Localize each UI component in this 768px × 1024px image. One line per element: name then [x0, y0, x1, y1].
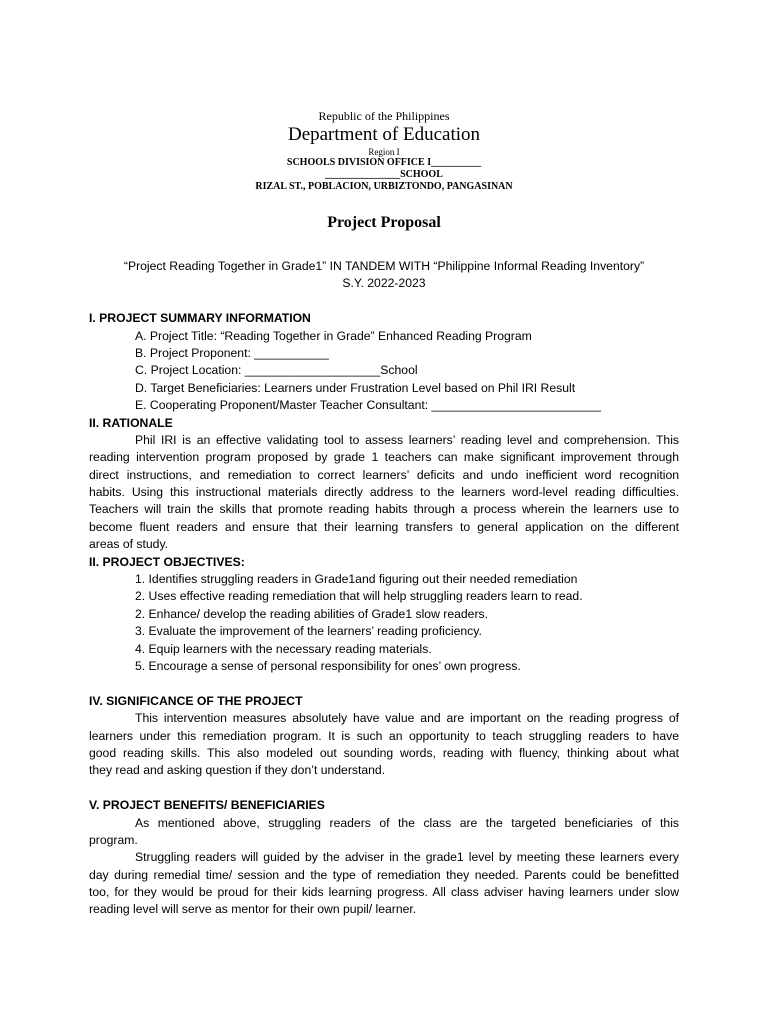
summary-item: A. Project Title: “Reading Together in Grade” Enhanced Reading Program: [135, 328, 532, 343]
benefits-heading: V. PROJECT BENEFITS/ BENEFICIARIES: [89, 798, 325, 813]
benefits-line: day during remedial time/ session and the type of remediation they needed. Parents could be benefitted: [89, 867, 679, 882]
document-body: [89, 258, 679, 919]
summary-item: C. Project Location: ____________________School: [135, 363, 418, 378]
rationale-heading: II. RATIONALE: [89, 415, 173, 430]
objective-item: 2. Uses effective reading remediation that will help struggling readers learn to read.: [135, 589, 583, 604]
significance-line: learners under this remediation program. It is such an opportunity to teach struggling readers to have: [89, 728, 679, 743]
republic-line: Republic of the Philippines: [318, 109, 450, 123]
significance-heading: IV. SIGNIFICANCE OF THE PROJECT: [89, 693, 303, 708]
project-subtitle: “Project Reading Together in Grade1” IN TANDEM WITH “Philippine Informal Reading Inventory”: [123, 259, 645, 273]
benefits-line: too, for they would be proud for their kids learning progress. All class adviser having learners under slow: [89, 885, 679, 900]
region-line: Region I: [368, 147, 400, 157]
significance-line: good reading skills. This also modeled out sounding words, reading with fluency, thinking about what: [89, 745, 679, 760]
benefits-line: Struggling readers will guided by the adviser in the grade1 level by meeting these learners every: [135, 850, 679, 865]
proposal-title: Project Proposal: [327, 214, 441, 231]
rationale-line: direct instructions, and remediation to correct learners’ deficits and undo inefficient word recognition: [89, 467, 679, 482]
significance-line: they read and asking question if they don’t understand.: [89, 763, 386, 778]
benefits-line: reading level will serve as mentor for their own pupil/ learner.: [89, 902, 417, 917]
objective-item: 2. Enhance/ develop the reading abilities of Grade1 slow readers.: [135, 606, 488, 621]
summary-item: D. Target Beneficiaries: Learners under Frustration Level based on Phil IRI Result: [135, 380, 576, 395]
summary-item: B. Project Proponent: ___________: [135, 345, 329, 360]
objective-item: 3. Evaluate the improvement of the learners’ reading proficiency.: [135, 624, 482, 639]
school-line: _______________SCHOOL: [325, 169, 443, 180]
address-line: RIZAL ST., POBLACION, URBIZTONDO, PANGASINAN: [255, 181, 513, 192]
department-title: Department of Education: [287, 124, 481, 145]
rationale-line: habits. Using this instructional materials directly address to the learners word-level reading difficulties.: [89, 485, 679, 500]
objective-item: 4. Equip learners with the necessary reading materials.: [135, 641, 432, 656]
rationale-line: Phil IRI is an effective validating tool to assess learners’ reading level and comprehension. This: [135, 432, 679, 447]
objective-item: 5. Encourage a sense of personal responsibility for ones’ own progress.: [135, 658, 521, 673]
rationale-line: areas of study.: [89, 537, 169, 552]
summary-heading: I. PROJECT SUMMARY INFORMATION: [89, 311, 311, 326]
benefits-line: program.: [89, 832, 138, 847]
rationale-line: Teachers will train the skills that promote reading habits through a process wherein the learners use to: [89, 502, 679, 517]
rationale-line: reading intervention program proposed by grade 1 teachers can make significant improvement through: [89, 450, 679, 465]
objectives-heading: II. PROJECT OBJECTIVES:: [89, 554, 245, 569]
division-line: SCHOOLS DIVISION OFFICE I__________: [286, 157, 482, 168]
benefits-line: As mentioned above, struggling readers of the class are the targeted beneficiaries of this: [135, 815, 679, 830]
summary-item: E. Cooperating Proponent/Master Teacher Consultant: _________________________: [135, 398, 601, 413]
objective-item: 1. Identifies struggling readers in Grade1and figuring out their needed remediation: [135, 572, 578, 587]
rationale-line: become fluent readers and ensure that their learning transfers to general application on the different: [89, 519, 679, 534]
significance-line: This intervention measures absolutely have value and are important on the reading progress of: [135, 711, 679, 726]
school-year: S.Y. 2022-2023: [342, 276, 426, 291]
